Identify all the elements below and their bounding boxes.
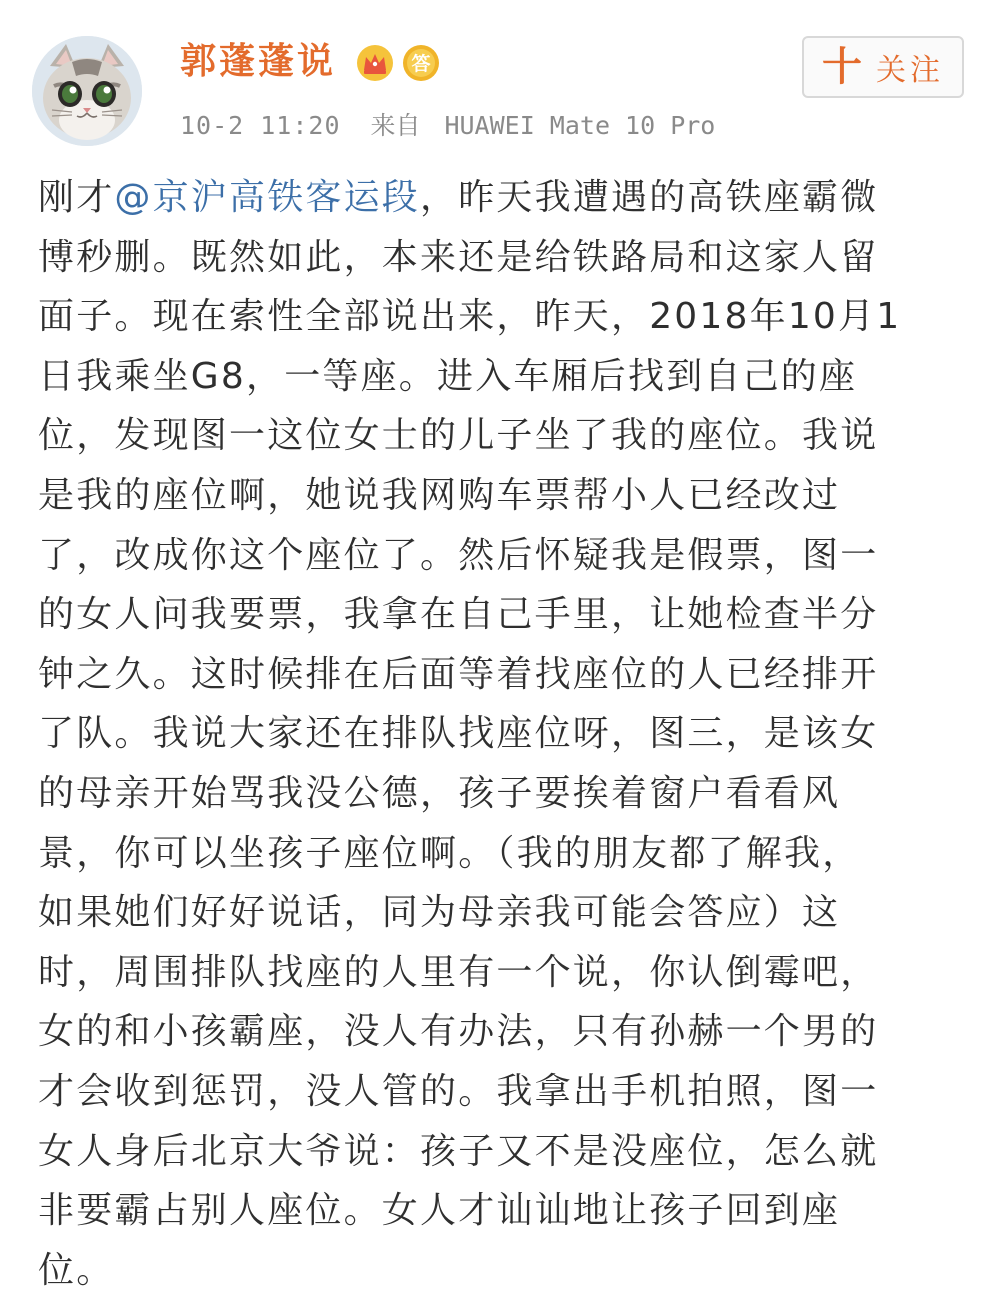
post-line-prefix: 刚才: [38, 177, 115, 218]
follow-button[interactable]: [802, 36, 964, 98]
post-line: 才会收到惩罚，没人管的。我拿出手机拍照，图一: [38, 1070, 879, 1112]
mention-link[interactable]: @京沪高铁客运段: [114, 177, 421, 218]
post-meta: [180, 108, 715, 144]
post-line: [38, 168, 958, 228]
avatar[interactable]: [32, 36, 142, 146]
post-line: 了，改成你这个座位了。然后怀疑我是假票，图一: [38, 534, 879, 576]
post-line: 位，发现图一这位女士的儿子坐了我的座位。我说: [38, 415, 879, 457]
source-device[interactable]: HUAWEI Mate 10 Pro: [444, 111, 716, 140]
post-line: 面子。现在索性全部说出来，昨天，2018年10月1: [38, 296, 902, 338]
follow-label: 关注: [876, 54, 944, 87]
answer-badge-icon[interactable]: [402, 44, 440, 82]
post-line: 是我的座位啊，她说我网购车票帮小人已经改过: [38, 474, 841, 516]
plus-icon: 十: [822, 44, 862, 90]
answer-badge-text: 答: [411, 53, 431, 75]
post-time[interactable]: 10-2 11:20: [180, 111, 341, 140]
post-line: 如果她们好好说话，同为母亲我可能会答应）这: [38, 892, 841, 934]
post-line: 博秒删。既然如此，本来还是给铁路局和这家人留: [38, 236, 879, 278]
post-line: 了队。我说大家还在排队找座位呀，图三，是该女: [38, 713, 879, 755]
post-line: 非要霸占别人座位。女人才讪讪地让孩子回到座: [38, 1190, 841, 1232]
username[interactable]: 郭蓬蓬说: [180, 41, 337, 82]
post-line: 的女人问我要票，我拿在自己手里，让她检查半分: [38, 594, 879, 636]
post-line: 钟之久。这时候排在后面等着找座位的人已经排开: [38, 653, 879, 695]
post-line: 女人身后北京大爷说：孩子又不是没座位，怎么就: [38, 1130, 879, 1172]
post-line: 时，周围排队找座的人里有一个说，你认倒霉吧，: [38, 951, 879, 993]
post-line-suffix: ，昨天我遭遇的高铁座霸微: [420, 177, 879, 218]
post-line: 景，你可以坐孩子座位啊。（我的朋友都了解我，: [38, 832, 861, 874]
post-line: 日我乘坐G8，一等座。进入车厢后找到自己的座: [38, 355, 858, 397]
post-line: 女的和小孩霸座，没人有办法，只有孙赫一个男的: [38, 1011, 879, 1053]
cat-avatar-icon: [32, 36, 142, 146]
post-line: 的母亲开始骂我没公德，孩子要挨着窗户看看风: [38, 772, 841, 814]
post-body: [38, 168, 958, 1300]
source-prefix: 来自: [370, 111, 421, 140]
post-line: 位。: [38, 1249, 115, 1291]
crown-badge-icon[interactable]: [356, 44, 394, 82]
